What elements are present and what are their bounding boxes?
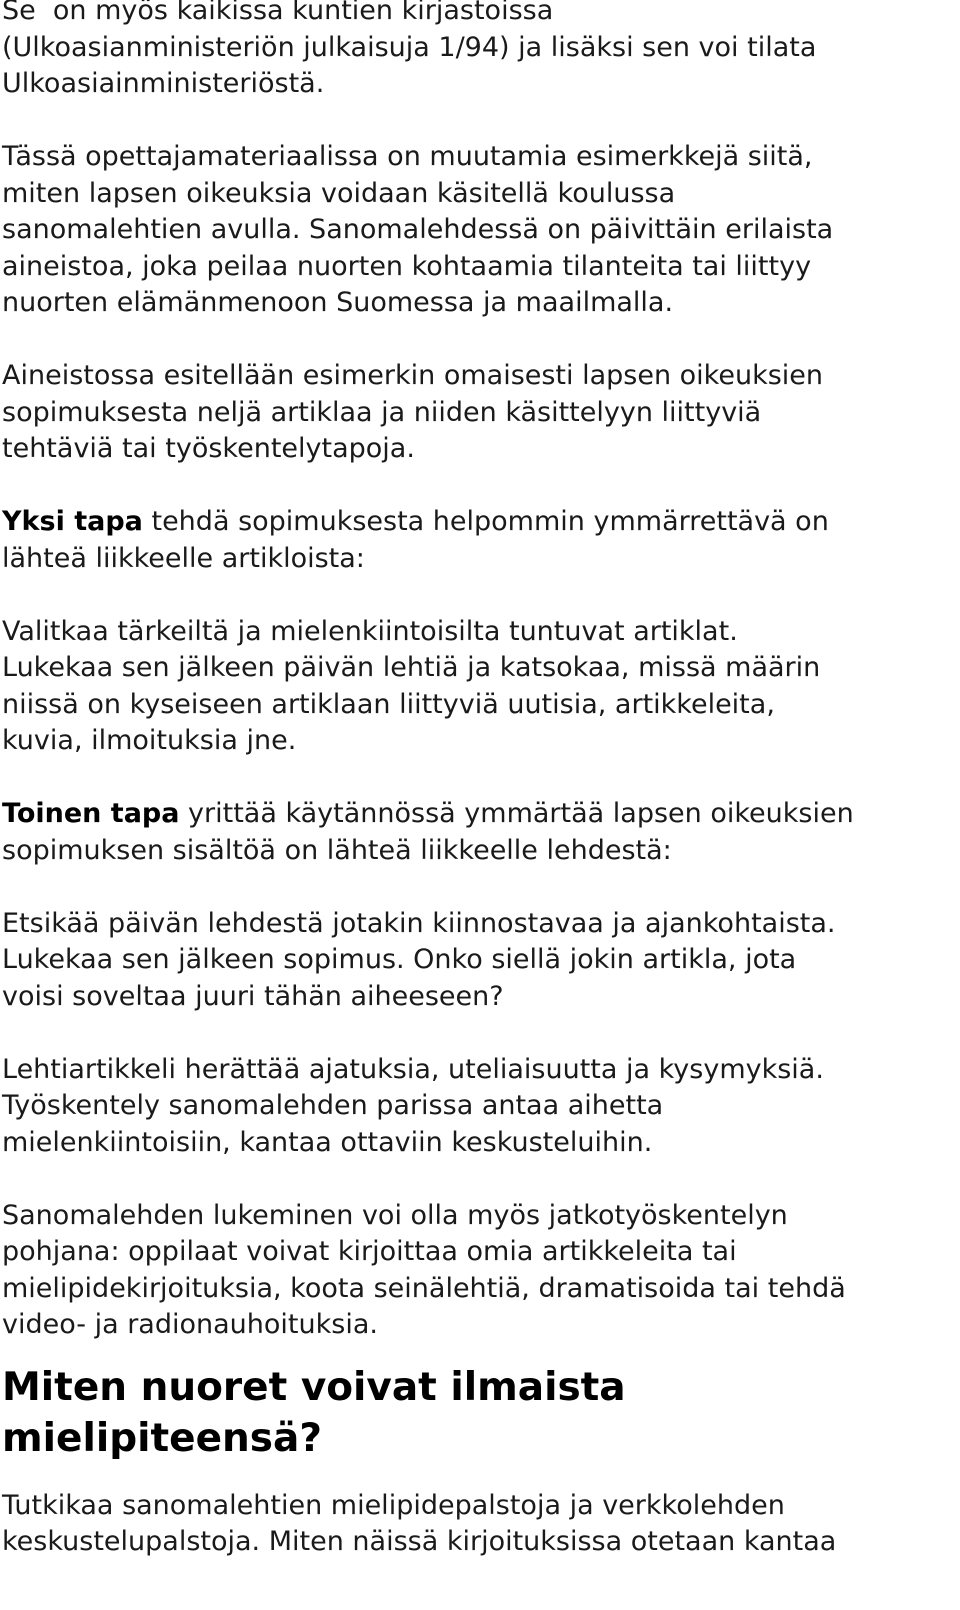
text-line: lähteä liikkeelle artikloista: (2, 542, 365, 574)
text-line: mielenkiintoisiin, kantaa ottaviin keskusteluihin. (2, 1126, 653, 1158)
paragraph-four-articles (2, 358, 952, 468)
paragraph-library-availability (2, 0, 952, 103)
paragraph-article-thoughts (2, 1052, 952, 1162)
heading-line: Miten nuoret voivat ilmaista (2, 1364, 626, 1410)
paragraph-second-approach (2, 796, 952, 869)
text-line: mielipidekirjoituksia, koota seinälehtiä, dramatisoida tai tehdä (2, 1272, 846, 1304)
text-line: Tutkikaa sanomalehtien mielipidepalstoja ja verkkolehden (2, 1489, 785, 1521)
bold-lead: Toinen tapa (2, 798, 180, 829)
text-line: video- ja radionauhoituksia. (2, 1309, 378, 1340)
text-line: tehtäviä tai työskentelytapoja. (2, 433, 415, 464)
text-line: Valitkaa tärkeiltä ja mielenkiintoisilta tuntuvat artiklat. (2, 615, 738, 647)
text-line: sopimuksen sisältöä on lähteä liikkeelle lehdestä: (2, 834, 672, 866)
paragraph-gap (2, 1161, 952, 1198)
text-line: Etsikää päivän lehdestä jotakin kiinnostavaa ja ajankohtaista. (2, 907, 836, 939)
text-line: keskustelupalstoja. Miten näissä kirjoituksissa otetaan kantaa (2, 1526, 837, 1557)
text-line: miten lapsen oikeuksia voidaan käsitellä koulussa (2, 177, 676, 209)
text-line: Sanomalehden lukeminen voi olla myös jatkotyöskentelyn (2, 1199, 788, 1231)
text-line: Lehtiartikkeli herättää ajatuksia, uteliaisuutta ja kysymyksiä. (2, 1053, 824, 1085)
text-line (2, 504, 952, 541)
text-run: tehdä sopimuksesta helpommin ymmärrettävä on (142, 506, 829, 537)
text-line: Tässä opettajamateriaalissa on muutamia esimerkkejä siitä, (2, 141, 813, 172)
text-line: Aineistossa esitellään esimerkin omaisesti lapsen oikeuksien (2, 360, 824, 391)
text-line: Työskentely sanomalehden parissa antaa aihetta (2, 1090, 664, 1121)
text-line: aineistoa, joka peilaa nuorten kohtaamia tilanteita tai liittyy (2, 250, 812, 282)
text-line (2, 796, 952, 833)
bold-lead: Yksi tapa (2, 506, 143, 537)
paragraph-gap (2, 1015, 952, 1052)
text-line: pohjana: oppilaat voivat kirjoittaa omia artikkeleita tai (2, 1236, 737, 1267)
paragraph-gap (2, 468, 952, 505)
text-line: Lukekaa sen jälkeen sopimus. Onko siellä jokin artikla, jota (2, 944, 797, 975)
text-line: sopimuksesta neljä artiklaa ja niiden käsittelyyn liittyviä (2, 396, 762, 428)
text-line: niissä on kyseiseen artiklaan liittyviä uutisia, artikkeleita, (2, 688, 775, 720)
text-run: yrittää käytännössä ymmärtää lapsen oikeuksien (179, 798, 854, 829)
paragraph-gap (2, 322, 952, 359)
text-line: sanomalehtien avulla. Sanomalehdessä on päivittäin erilaista (2, 214, 834, 245)
paragraph-opinion-columns (2, 1488, 952, 1561)
text-line: voisi soveltaa juuri tähän aiheeseen? (2, 980, 504, 1012)
text-line: (Ulkoasianministeriön julkaisuja 1/94) ja lisäksi sen voi tilata (2, 31, 817, 63)
paragraph-first-approach (2, 504, 952, 577)
paragraph-find-topic (2, 906, 952, 1016)
text-line: Ulkoasiainministeriöstä. (2, 68, 325, 99)
paragraph-follow-up-work (2, 1198, 952, 1344)
text-line: kuvia, ilmoituksia jne. (2, 725, 297, 756)
section-heading (2, 1362, 952, 1464)
paragraph-gap (2, 760, 952, 797)
paragraph-gap (2, 869, 952, 906)
document-page (2, 0, 952, 1561)
paragraph-material-intro (2, 139, 952, 322)
paragraph-gap (2, 103, 952, 140)
paragraph-gap (2, 577, 952, 614)
heading-gap (2, 1464, 952, 1488)
text-line: Se on myös kaikissa kuntien kirjastoissa (2, 0, 554, 26)
text-line: nuorten elämänmenoon Suomessa ja maailmalla. (2, 287, 674, 318)
heading-line: mielipiteensä? (2, 1415, 322, 1461)
text-line: Lukekaa sen jälkeen päivän lehtiä ja katsokaa, missä määrin (2, 652, 821, 683)
paragraph-choose-articles (2, 614, 952, 760)
